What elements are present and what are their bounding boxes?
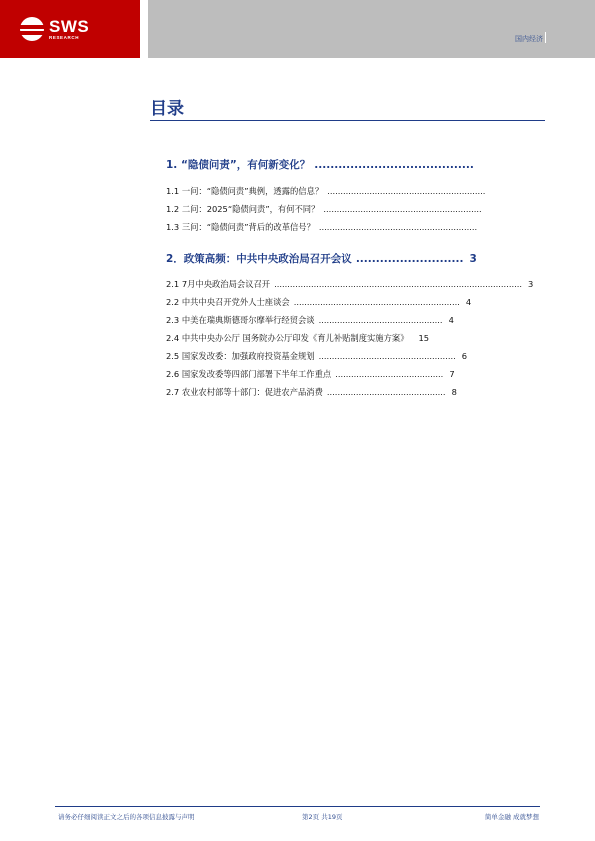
toc-entry-2-1[interactable] <box>166 278 533 290</box>
toc-leader-dots: ........................................ <box>314 159 474 171</box>
toc-entry-text: 1.2 二问：2025“隐债问责”，有何不同？ <box>166 204 320 214</box>
toc-leader-dots: ............................................. <box>326 387 446 397</box>
toc-leader-dots: ............................................... <box>318 315 443 325</box>
company-logo <box>20 17 89 41</box>
toc-entry-text: 2.3 中美在瑞典斯德哥尔摩举行经贸会谈 <box>166 315 315 325</box>
toc-leader-dots: ............................................................ <box>327 186 486 196</box>
footer-slogan: 简单金融 成就梦想 <box>484 813 539 821</box>
toc-entry-1-2[interactable] <box>166 203 488 215</box>
footer-page-info: 第2页 共19页 <box>302 813 343 821</box>
toc-entry-2-4[interactable] <box>166 332 429 344</box>
toc-title: 目录 <box>150 99 184 119</box>
toc-page-number: 15 <box>418 333 430 343</box>
logo-subtitle: RESEARCH <box>49 34 80 40</box>
toc-entry-2-6[interactable] <box>166 368 455 380</box>
toc-entry-2-2[interactable] <box>166 296 471 308</box>
toc-entry-2-5[interactable] <box>166 350 467 362</box>
toc-entry-text: 2.2 中共中央召开党外人士座谈会 <box>166 297 290 307</box>
toc-entry-text: 1. “隐债问责”，有何新变化？ <box>166 159 311 171</box>
toc-entry-1-1[interactable] <box>166 185 491 197</box>
toc-entry-1-3[interactable] <box>166 221 483 233</box>
toc-page-number: 4 <box>465 297 472 307</box>
toc-leader-dots: ......................................... <box>335 369 444 379</box>
toc-page-number: 6 <box>461 351 468 361</box>
toc-entry-text: 2.4 中共中央办公厅 国务院办公厅印发《育儿补贴制度实施方案》 <box>166 333 409 343</box>
toc-leader-dots: ............................................................... <box>293 297 460 307</box>
section-tag: 国内经济 <box>515 35 543 43</box>
toc-entry-2[interactable] <box>166 251 477 266</box>
logo-mark-icon <box>20 17 44 41</box>
toc-leader-dots: ............................................................ <box>318 222 478 232</box>
toc-page-number: 8 <box>451 387 457 397</box>
footer-rule <box>55 806 540 807</box>
header-band <box>148 0 595 58</box>
footer-disclaimer: 请务必仔细阅读正文之后的各项信息披露与声明 <box>58 813 195 821</box>
toc-entry-text: 2．政策高频：中共中央政治局召开会议 <box>166 253 352 265</box>
toc-entry-text: 2.5 国家发改委：加强政府投资基金规划 <box>166 351 315 361</box>
header-divider <box>140 0 148 58</box>
section-tag-marker <box>545 32 546 43</box>
toc-entry-text: 2.7 农业农村部等十部门：促进农产品消费 <box>166 387 323 397</box>
toc-entry-2-3[interactable] <box>166 314 454 326</box>
toc-page-number: 4 <box>448 315 454 325</box>
toc-entry-text: 1.1 一问：“隐债问责”典例，透露的信息？ <box>166 186 324 196</box>
toc-leader-dots: .................................................... <box>318 351 456 361</box>
toc-entry-1[interactable] <box>166 157 480 172</box>
toc-title-rule <box>150 120 545 121</box>
toc-page-number: 3 <box>469 253 477 265</box>
toc-page-number: 7 <box>449 369 455 379</box>
toc-leader-dots: ............................................................ <box>323 204 482 214</box>
toc-entry-text: 1.3 三问：“隐债问责”背后的改革信号？ <box>166 222 315 232</box>
logo-name: SWS <box>49 16 90 36</box>
toc-entry-2-7[interactable] <box>166 386 457 398</box>
toc-leader-dots: .............................................................................................. <box>274 279 523 289</box>
toc-leader-dots: ........................... <box>355 253 464 265</box>
toc-entry-text: 2.1 7月中央政治局会议召开 <box>166 279 271 289</box>
header-brand-block <box>0 0 140 58</box>
toc-page-number: 3 <box>528 279 534 289</box>
toc-entry-text: 2.6 国家发改委等四部门部署下半年工作重点 <box>166 369 332 379</box>
